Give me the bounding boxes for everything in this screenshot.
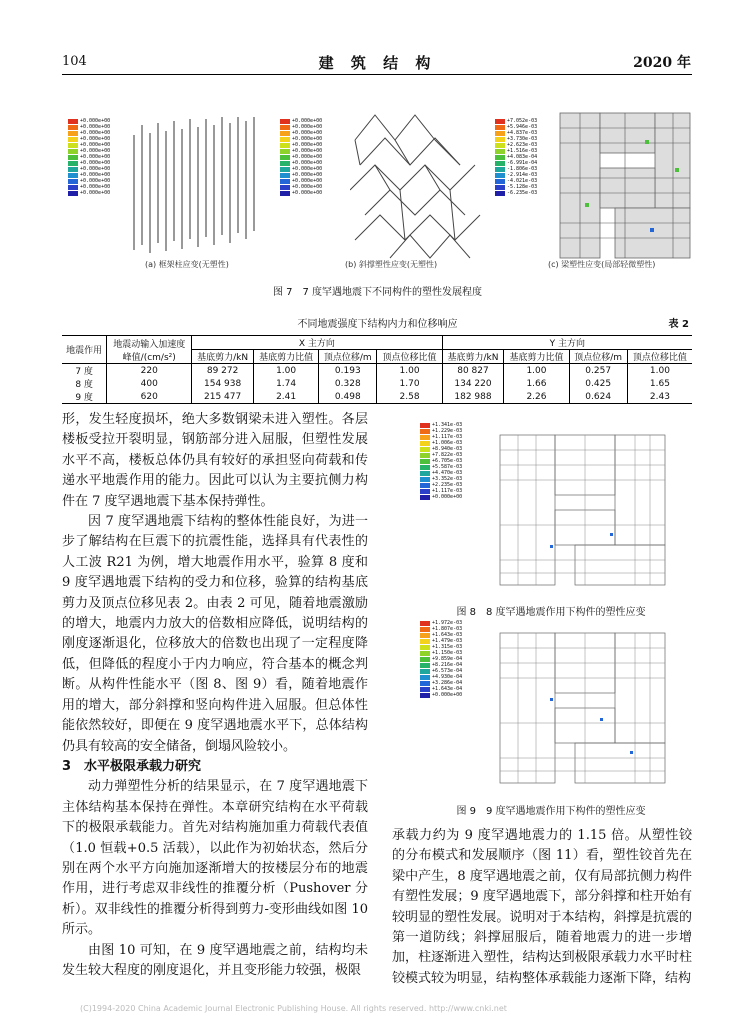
paragraph: 承载力约为 9 度罕遇地震力的 1.15 倍。从塑性铰的分布模式和发展顺序（图 11）看，塑性铰首先在梁中产生，8 度罕遇地震之前，仅有局部抗侧力构件有塑性发展；9 度罕遇地震下，部分斜撑和柱开始有较明显的塑性发展。说明对于本结构，斜撑是抗震的第一道防线；斜撑屈服后，随着地震力的进一步增加，柱逐渐进入塑性，结构达到极限承载力水平时柱铰模式较为明显，结构整体承载能力逐渐下降，结构 [392,828,692,986]
table2-label: 表 2 [668,319,689,330]
th-sub: 顶点位移比值 [627,350,692,364]
fig7b-braces-drawing [350,110,485,260]
th-sub: 基底剪力比值 [504,350,569,364]
fig7b-caption: (b) 斜撑塑性应变(无塑性) [345,260,438,269]
table2-title: 不同地震强度下结构内力和位移响应 [297,319,458,330]
fig8-legend: +1.341e-03 +1.229e-03 +1.117e-03 +1.006e-03 +8.940e-03 +7.822e-03 +6.705e-03 +5.587e-03 +4.470e-03 +3.352e-03 +2.235e-03 +1.117e-03 +0.000e+00 [420,422,476,500]
fig7-caption: 图 7 7 度罕遇地震下不同构件的塑性发展程度 [272,287,483,298]
copyright-watermark: (C)1994-2020 China Academic Journal Electronic Publishing House. All rights reserved. http://www.cnki.net [80,1004,507,1013]
th-sub: 顶点位移/m [569,350,627,364]
table-row: 7 度 220 89 272 1.00 0.193 1.00 80 827 1.00 0.257 1.00 [62,364,692,378]
fig7c-beams-drawing [555,108,695,260]
paragraph: 动力弹塑性分析的结果显示，在 7 度罕遇地震下主体结构基本保持在弹性。本章研究结构在水平荷载下的极限承载能力。首先对结构施加重力荷载代表值（1.0 恒载+0.5 活载），以此作为初始状态，然后分别在两个水平方向施加逐渐增大的按楼层分布的地震作用，进行考虑双非线性的推覆分析（Pushover 分析）。双非线性的推覆分析得到剪力-变形曲线如图 10 所示。 [62,779,368,938]
table2 [62,335,692,404]
table-row: 8 度 400 154 938 1.74 0.328 1.70 134 220 1.66 0.425 1.65 [62,377,692,390]
left-column [62,410,368,981]
fig7c-legend: +7.052e-03 +5.946e-03 +4.837e-03 +3.730e-03 +2.623e-03 +1.516e-03 +4.083e-04 -6.991e-04 -1.806e-03 -2.914e-03 -4.021e-03 -5.128e-03 -6.235e-03 [495,118,551,196]
th-sub: 基底剪力/kN [192,350,254,364]
page-number: 104 [62,54,87,69]
table-row: 9 度 620 215 477 2.41 0.498 2.58 182 988 2.26 0.624 2.43 [62,390,692,404]
th-intensity: 地震作用 [62,336,107,364]
fig9 [420,618,680,793]
fig7-panel-b [280,100,485,270]
fig8 [420,420,680,592]
fig8-structure-drawing [490,425,675,590]
th-y-dir: Y 主方向 [442,336,692,350]
fig9-structure-drawing [490,623,675,788]
th-accel: 地震动输入加速度峰值/(cm/s²) [107,336,192,364]
fig9-legend: +1.972e-03 +1.807e-03 +1.643e-03 +1.479e-03 +1.315e-03 +1.150e-03 +9.859e-04 +8.216e-04 +6.573e-04 +4.930e-04 +3.286e-04 +1.643e-04 +0.000e+00 [420,620,476,698]
right-column [392,826,692,989]
fig7-panel-c [495,100,695,270]
th-sub: 基底剪力比值 [254,350,319,364]
th-sub: 顶点位移/m [319,350,377,364]
fig8-caption: 图 8 8 度罕遇地震作用下构件的塑性应变 [456,607,646,618]
th-sub: 基底剪力/kN [442,350,504,364]
fig7a-legend: +0.000e+00 +0.000e+00 +0.000e+00 +0.000e+00 +0.000e+00 +0.000e+00 +0.000e+00 +0.000e+00 +0.000e+00 +0.000e+00 +0.000e+00 +0.000e+00 +0.000e+00 [68,118,124,196]
fig7a-caption: (a) 框架柱应变(无塑性) [145,260,229,269]
header-rule [62,74,692,75]
fig7b-legend: +0.000e+00 +0.000e+00 +0.000e+00 +0.000e+00 +0.000e+00 +0.000e+00 +0.000e+00 +0.000e+00 +0.000e+00 +0.000e+00 +0.000e+00 +0.000e+00 +0.000e+00 [280,118,336,196]
paragraph: 形，发生轻度损坏，绝大多数钢梁未进入塑性。各层楼板受拉开裂明显，钢筋部分进入屈服，但塑性发展水平不高，楼板总体仍具有较好的承担竖向荷载和传递水平地震作用的能力。因此可以认为主要抗侧力构件在 7 度罕遇地震下基本保持弹性。 [62,412,368,509]
issue-year: 2020 年 [633,55,691,71]
fig7c-caption: (c) 梁塑性应变(局部轻微塑性) [548,260,656,269]
section-heading: 3 水平极限承载力研究 [62,758,202,774]
fig9-caption: 图 9 9 度罕遇地震作用下构件的塑性应变 [456,806,646,817]
fig7-panel-a [68,100,268,270]
journal-title: 建 筑 结 构 [318,54,437,72]
th-x-dir: X 主方向 [192,336,442,350]
paragraph: 由图 10 可知，在 9 度罕遇地震之前，结构均未发生较大程度的刚度退化，并且变形能力较强，极限 [62,942,368,978]
fig7a-columns-drawing [130,115,268,255]
th-sub: 顶点位移比值 [377,350,442,364]
paragraph: 因 7 度罕遇地震下结构的整体性能良好，为进一步了解结构在巨震下的抗震性能，选择具有代表性的人工波 R21 为例，增大地震作用水平，验算 8 度和 9 度罕遇地震下结构的受力和位移，验算的结构基底剪力及顶点位移见表 2。由表 2 可见，随着地震激励的增大，地震内力放大的倍数相应降低，说明结构的刚度逐渐退化，位移放大的倍数也出现了一定程度降低，但降低的程度小于内力响应，符合基本的概念判断。从构件性能水平（图 8、图 9）看，随着地震作用的增大，部分斜撑和竖向构件进入屈服。但总体性能依然较好，即便在 9 度罕遇地震水平下，总体结构仍具有较高的安全储备，倒塌风险较小。 [62,514,368,754]
